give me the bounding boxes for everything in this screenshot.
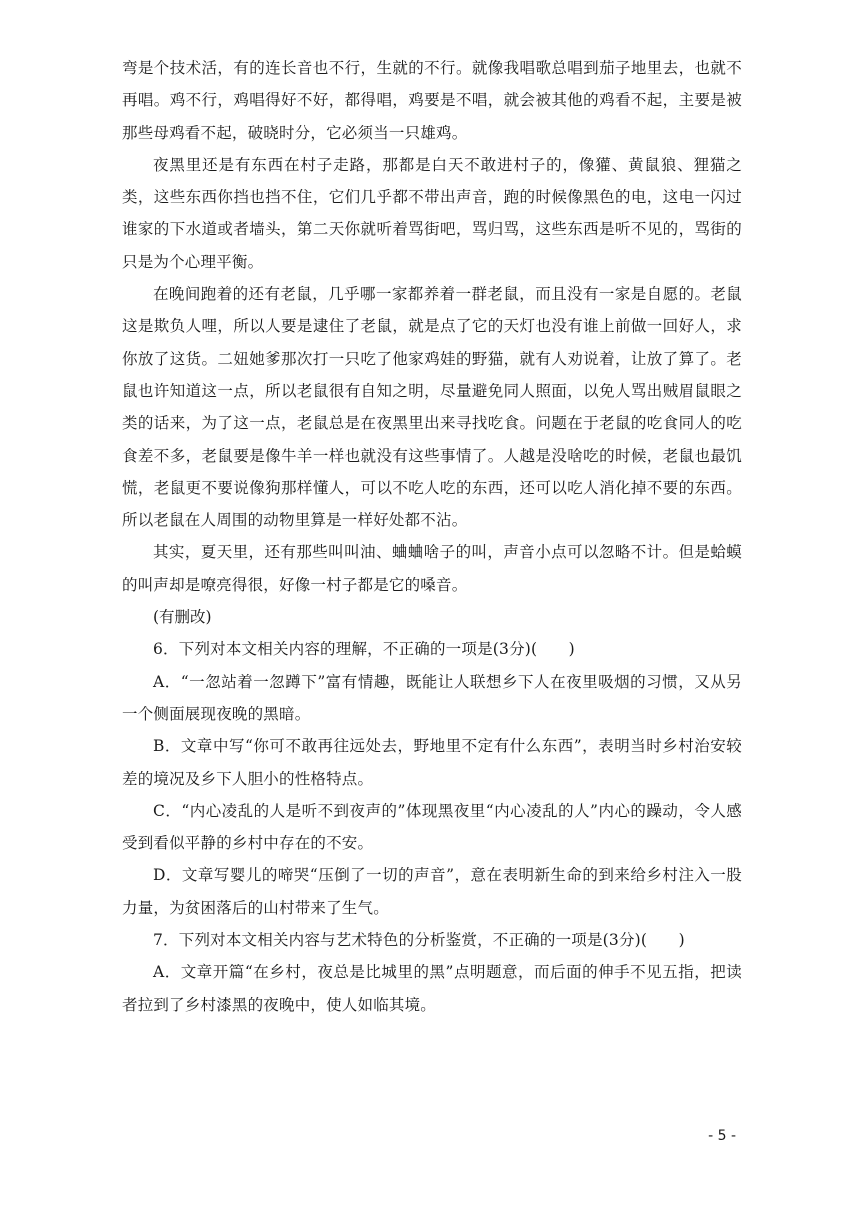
question-6-option-b: B．文章中写“你可不敢再往远处去，野地里不定有什么东西”，表明当时乡村治安较差的境况及乡下人胆小的性格特点。 xyxy=(122,737,742,788)
article-body xyxy=(122,52,742,1021)
question-6-option-a: A．“一忽站着一忽蹲下”富有情趣，既能让人联想乡下人在夜里吸烟的习惯，又从另一个侧面展现夜晚的黑暗。 xyxy=(122,672,742,723)
paragraph-4: 其实，夏天里，还有那些叫叫油、蛐蛐啥子的叫，声音小点可以忽略不计。但是蛤蟆的叫声却是嘹亮得很，好像一村子都是它的嗓音。 xyxy=(122,543,742,594)
page-number: - 5 - xyxy=(708,1128,736,1144)
question-6-stem: 6．下列对本文相关内容的理解，不正确的一项是(3分)( ) xyxy=(153,640,575,659)
paragraph-2: 夜黑里还是有东西在村子走路，那都是白天不敢进村子的，像獾、黄鼠狼、狸猫之类，这些东西你挡也挡不住，它们几乎都不带出声音，跑的时候像黑色的电，这电一闪过谁家的下水道或者墙头，第二天你就听着骂街吧，骂归骂，这些东西是听不见的，骂街的只是为个心理平衡。 xyxy=(122,155,742,271)
question-6-option-d: D．文章写婴儿的啼哭“压倒了一切的声音”，意在表明新生命的到来给乡村注入一股力量，为贫困落后的山村带来了生气。 xyxy=(122,866,742,917)
paragraph-3: 在晚间跑着的还有老鼠，几乎哪一家都养着一群老鼠，而且没有一家是自愿的。老鼠这是欺负人哩，所以人要是逮住了老鼠，就是点了它的天灯也没有谁上前做一回好人，求你放了这货。二妞她爹那次打一只吃了他家鸡娃的野猫，就有人劝说着，让放了算了。老鼠也许知道这一点，所以老鼠很有自知之明，尽量避免同人照面，以免人骂出贼眉鼠眼之类的话来，为了这一点，老鼠总是在夜黑里出来寻找吃食。问题在于老鼠的吃食同人的吃食差不多，老鼠要是像牛羊一样也就没有这些事情了。人越是没啥吃的时候，老鼠也最饥慌，老鼠更不要说像狗那样懂人，可以不吃人吃的东西，还可以吃人消化掉不要的东西。所以老鼠在人周围的动物里算是一样好处都不沾。 xyxy=(122,285,742,530)
question-7-option-a: A．文章开篇“在乡村，夜总是比城里的黑”点明题意，而后面的伸手不见五指，把读者拉到了乡村漆黑的夜晚中，使人如临其境。 xyxy=(122,963,742,1014)
question-6-option-c: C．“内心凌乱的人是听不到夜声的”体现黑夜里“内心凌乱的人”内心的躁动，令人感受到看似平静的乡村中存在的不安。 xyxy=(122,801,742,853)
source-note: (有删改) xyxy=(153,608,212,627)
paragraph-1: 弯是个技术活，有的连长音也不行，生就的不行。就像我唱歌总唱到茄子地里去，也就不再唱。鸡不行，鸡唱得好不好，都得唱，鸡要是不唱，就会被其他的鸡看不起，主要是被那些母鸡看不起，破晓时分，它必须当一只雄鸡。 xyxy=(122,59,742,142)
question-7-stem: 7．下列对本文相关内容与艺术特色的分析鉴赏，不正确的一项是(3分)( ) xyxy=(153,931,685,950)
